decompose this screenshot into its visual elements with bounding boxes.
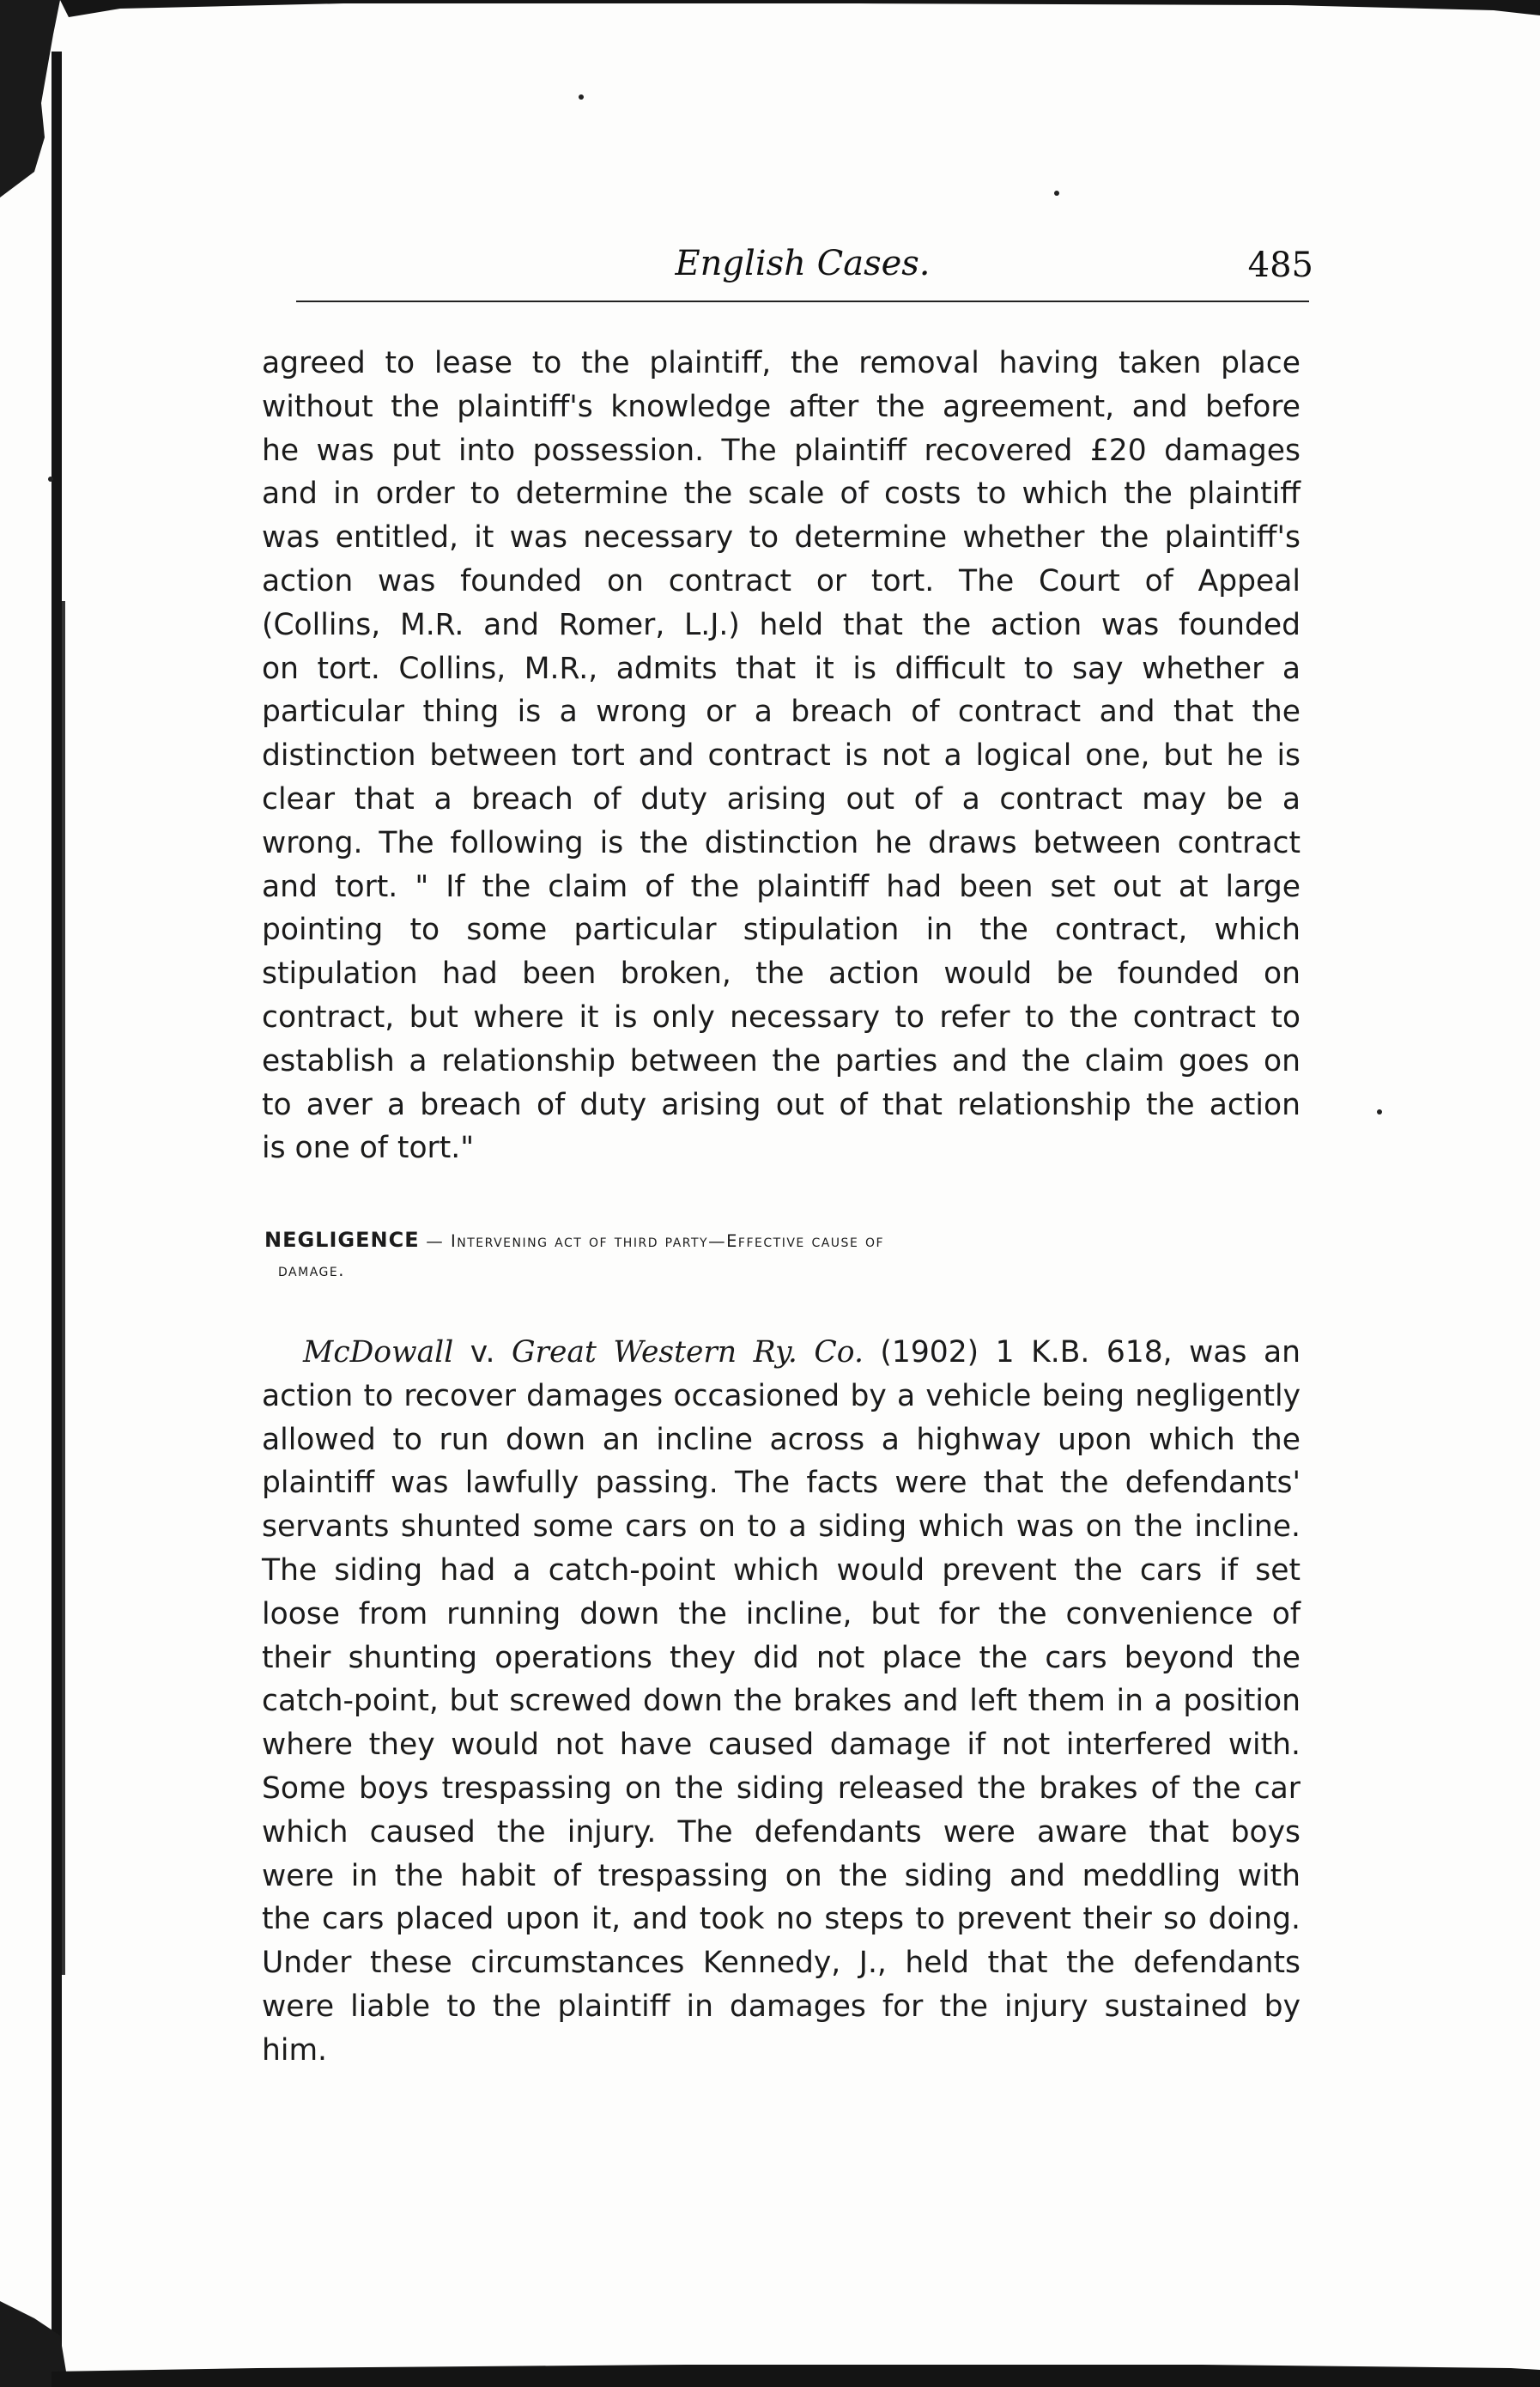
paragraph-tort-contract [262,342,1301,1170]
section-heading [264,1228,1303,1291]
text-line: servants shunted some cars on to a siding which was on the incline. [262,1509,1301,1545]
text-line: allowed to run down an incline across a highway upon which the [262,1422,1301,1457]
text-line: on tort. Collins, M.R., admits that it is difficult to say whether a [262,651,1301,686]
heading-subject: Intervening act of third party—Effective cause of [451,1231,885,1251]
text-line: to aver a breach of duty arising out of that relationship the action [262,1087,1301,1122]
text-line: their shunting operations they did not place the cars beyond the [262,1640,1301,1675]
text-line: Some boys trespassing on the siding released the brakes of the car [262,1771,1301,1806]
text-line: pointing to some particular stipulation in the contract, which [262,913,1301,948]
text-line: establish a relationship between the parties and the claim goes on [262,1043,1301,1078]
text-line: without the plaintiff's knowledge after the agreement, and before [262,389,1301,424]
text-line: him. [262,2032,328,2068]
speck [1377,1109,1382,1115]
text-line: the cars placed upon it, and took no steps to prevent their so doing. [262,1902,1301,1937]
text-line: and tort. " If the claim of the plaintiff had been set out at large [262,869,1301,904]
heading-keyword: NEGLIGENCE [264,1228,420,1252]
text-line: distinction between tort and contract is not a logical one, but he is [262,738,1301,774]
text-line: he was put into possession. The plaintiff recovered £20 damages [262,433,1301,468]
text-line: (Collins, M.R. and Romer, L.J.) held that the action was founded [262,607,1301,642]
speck [48,477,53,482]
running-head-title: English Cases. [675,244,931,283]
text-line: agreed to lease to the plaintiff, the removal having taken place [262,346,1301,380]
header-rule [296,301,1309,302]
scan-top-edge [0,0,1540,34]
text-line: were liable to the plaintiff in damages for the injury sustained by [262,1989,1301,2024]
speck [1054,191,1059,196]
speck [579,94,584,100]
text-line: contract, but where it is only necessary to refer to the contract to [262,999,1301,1035]
scan-bottom-edge [0,2353,1540,2387]
text-line: which caused the injury. The defendants were aware that boys [262,1814,1301,1849]
heading-subject-continued: damage. [278,1260,345,1280]
text-line: clear that a breach of duty arising out of a contract may be a [262,781,1301,817]
case-citation-line [262,1331,1301,1375]
text-line: where they would not have caused damage if not interfered with. [262,1728,1301,1763]
text-line: action to recover damages occasioned by a vehicle being negligently [262,1378,1301,1413]
text-line: is one of tort." [262,1131,475,1166]
case-versus: v. [453,1335,512,1370]
text-line: plaintiff was lawfully passing. The facts were that the defendants' [262,1466,1301,1501]
text-line: action was founded on contract or tort. The Court of Appeal [262,563,1301,598]
text-line: The siding had a catch-point which would prevent the cars if set [262,1552,1301,1588]
text-line: stipulation had been broken, the action would be founded on [262,957,1301,992]
text-line: particular thing is a wrong or a breach of contract and that the [262,695,1301,730]
running-head [292,239,1313,299]
text-line: were in the habit of trespassing on the siding and meddling with [262,1858,1301,1893]
text-line: was entitled, it was necessary to determine whether the plaintiff's [262,520,1301,556]
case-plaintiff: McDowall [303,1335,454,1370]
text-line: loose from running down the incline, but for the convenience of [262,1596,1301,1631]
scan-left-edge [0,0,67,2387]
heading-dash: — [419,1231,451,1251]
case-citation: (1902) 1 K.B. 618, was an [863,1335,1301,1370]
text-line: Under these circumstances Kennedy, J., held that the defendants [262,1946,1301,1981]
page-number: 485 [1247,246,1313,285]
case-defendant: Great Western Ry. Co. [511,1335,864,1370]
text-line: catch-point, but screwed down the brakes and left them in a position [262,1684,1301,1719]
text-line: wrong. The following is the distinction he draws between contract [262,825,1301,860]
text-line: and in order to determine the scale of costs to which the plaintiff [262,477,1301,512]
paragraph-mcdowall-case [262,1331,1301,2073]
